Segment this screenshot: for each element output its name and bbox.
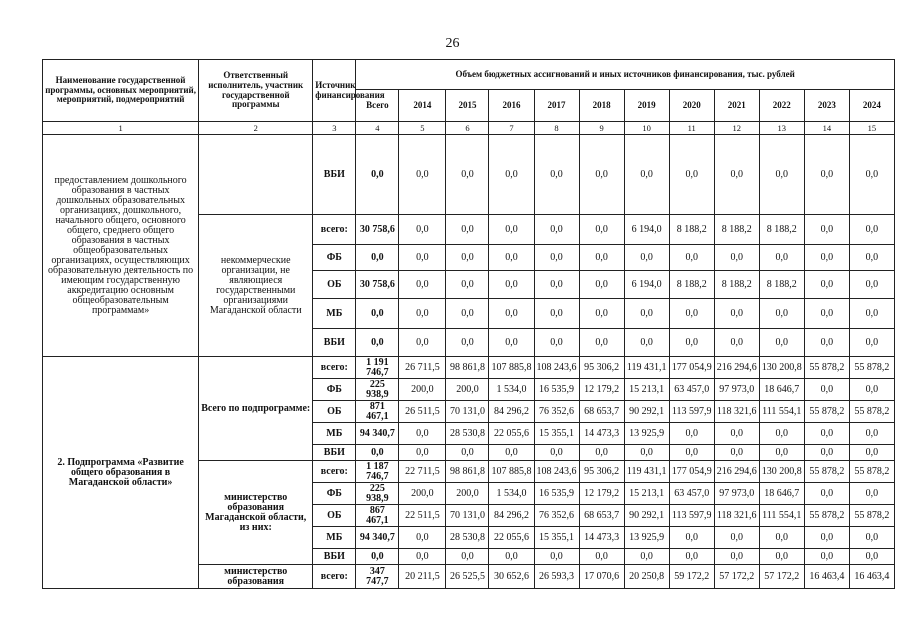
value-cell: 0,0 (669, 299, 714, 329)
value-cell: 0,0 (759, 245, 804, 271)
table-row (43, 135, 895, 215)
value-cell: 0,0 (849, 379, 894, 401)
value-cell: 55 878,2 (804, 461, 849, 483)
source-label: всего: (313, 461, 356, 483)
value-cell: 15 213,1 (624, 483, 669, 505)
value-cell: 0,0 (669, 245, 714, 271)
value-cell: 22 711,5 (399, 461, 446, 483)
value-cell: 0,0 (446, 215, 489, 245)
value-cell: 0,0 (759, 445, 804, 461)
value-cell: 0,0 (669, 549, 714, 565)
value-cell: 0,0 (399, 527, 446, 549)
value-cell: 347 747,7 (356, 565, 399, 589)
value-cell: 55 878,2 (804, 401, 849, 423)
value-cell: 8 188,2 (759, 215, 804, 245)
value-cell: 55 878,2 (849, 505, 894, 527)
value-cell: 0,0 (759, 527, 804, 549)
value-cell: 76 352,6 (534, 505, 579, 527)
source-label: МБ (313, 299, 356, 329)
value-cell: 0,0 (804, 379, 849, 401)
value-cell: 55 878,2 (804, 505, 849, 527)
value-cell: 0,0 (804, 423, 849, 445)
value-cell: 200,0 (399, 379, 446, 401)
value-cell: 70 131,0 (446, 401, 489, 423)
value-cell: 0,0 (669, 329, 714, 357)
column-number: 10 (624, 122, 669, 135)
value-cell: 0,0 (399, 329, 446, 357)
value-cell: 0,0 (849, 423, 894, 445)
value-cell: 0,0 (534, 271, 579, 299)
header-source: Источник финансирования (313, 60, 356, 122)
value-cell: 0,0 (489, 135, 534, 215)
value-cell: 108 243,6 (534, 357, 579, 379)
source-label: ВБИ (313, 329, 356, 357)
column-number: 4 (356, 122, 399, 135)
value-cell: 0,0 (356, 299, 399, 329)
value-cell: 0,0 (804, 271, 849, 299)
value-cell: 0,0 (849, 271, 894, 299)
value-cell: 0,0 (489, 271, 534, 299)
value-cell: 0,0 (714, 445, 759, 461)
source-label: ВБИ (313, 135, 356, 215)
value-cell: 0,0 (489, 245, 534, 271)
responsible-executor: Всего по подпрограмме: (199, 357, 313, 461)
header-year-2: 2015 (446, 90, 489, 122)
value-cell: 177 054,9 (669, 357, 714, 379)
value-cell: 8 188,2 (714, 271, 759, 299)
value-cell: 0,0 (579, 215, 624, 245)
value-cell: 0,0 (624, 549, 669, 565)
header-year-8: 2021 (714, 90, 759, 122)
value-cell: 216 294,6 (714, 357, 759, 379)
column-number: 13 (759, 122, 804, 135)
value-cell: 225 938,9 (356, 483, 399, 505)
value-cell: 0,0 (399, 299, 446, 329)
column-number: 3 (313, 122, 356, 135)
value-cell: 0,0 (534, 135, 579, 215)
value-cell: 6 194,0 (624, 215, 669, 245)
source-label: всего: (313, 215, 356, 245)
value-cell: 55 878,2 (849, 401, 894, 423)
value-cell: 119 431,1 (624, 357, 669, 379)
value-cell: 0,0 (669, 423, 714, 445)
value-cell: 0,0 (489, 549, 534, 565)
value-cell: 0,0 (849, 215, 894, 245)
value-cell: 26 711,5 (399, 357, 446, 379)
value-cell: 0,0 (849, 527, 894, 549)
value-cell: 55 878,2 (849, 357, 894, 379)
value-cell: 15 213,1 (624, 379, 669, 401)
value-cell: 0,0 (804, 527, 849, 549)
value-cell: 118 321,6 (714, 505, 759, 527)
value-cell: 6 194,0 (624, 271, 669, 299)
value-cell: 15 355,1 (534, 423, 579, 445)
value-cell: 95 306,2 (579, 357, 624, 379)
table-row (43, 357, 895, 379)
value-cell: 0,0 (759, 135, 804, 215)
value-cell: 1 534,0 (489, 483, 534, 505)
value-cell: 68 653,7 (579, 401, 624, 423)
source-label: ФБ (313, 245, 356, 271)
value-cell: 97 973,0 (714, 483, 759, 505)
value-cell: 1 534,0 (489, 379, 534, 401)
value-cell: 107 885,8 (489, 357, 534, 379)
value-cell: 8 188,2 (669, 271, 714, 299)
value-cell: 0,0 (579, 245, 624, 271)
value-cell: 0,0 (446, 245, 489, 271)
value-cell: 8 188,2 (669, 215, 714, 245)
responsible-executor: министерство образования Магаданской области, из них: (199, 461, 313, 565)
value-cell: 0,0 (446, 135, 489, 215)
value-cell: 59 172,2 (669, 565, 714, 589)
value-cell: 0,0 (849, 445, 894, 461)
source-label: ОБ (313, 505, 356, 527)
source-label: всего: (313, 357, 356, 379)
responsible-executor: некоммерческие организации, не являющиеся государственными организациями Магаданской области (199, 215, 313, 357)
value-cell: 0,0 (714, 329, 759, 357)
value-cell: 225 938,9 (356, 379, 399, 401)
value-cell: 0,0 (356, 445, 399, 461)
value-cell: 0,0 (624, 135, 669, 215)
value-cell: 0,0 (669, 135, 714, 215)
value-cell: 0,0 (534, 329, 579, 357)
value-cell: 13 925,9 (624, 423, 669, 445)
value-cell: 0,0 (714, 135, 759, 215)
value-cell: 26 525,5 (446, 565, 489, 589)
value-cell: 0,0 (399, 215, 446, 245)
value-cell: 0,0 (804, 549, 849, 565)
source-label: ОБ (313, 271, 356, 299)
value-cell: 0,0 (399, 445, 446, 461)
subprogram-name: 2. Подпрограмма «Развитие общего образования в Магаданской области» (43, 357, 199, 589)
page-number: 26 (445, 36, 460, 51)
value-cell: 94 340,7 (356, 527, 399, 549)
value-cell: 177 054,9 (669, 461, 714, 483)
value-cell: 0,0 (804, 483, 849, 505)
value-cell: 84 296,2 (489, 505, 534, 527)
value-cell: 63 457,0 (669, 483, 714, 505)
source-label: ФБ (313, 379, 356, 401)
value-cell: 63 457,0 (669, 379, 714, 401)
value-cell: 0,0 (534, 299, 579, 329)
value-cell: 0,0 (759, 329, 804, 357)
value-cell: 90 292,1 (624, 401, 669, 423)
value-cell: 0,0 (399, 549, 446, 565)
responsible-empty (199, 135, 313, 215)
value-cell: 0,0 (446, 549, 489, 565)
value-cell: 0,0 (849, 135, 894, 215)
header-funding-volume: Объем бюджетных ассигнований и иных источников финансирования, тыс. рублей (356, 60, 895, 90)
value-cell: 0,0 (579, 549, 624, 565)
value-cell: 0,0 (356, 329, 399, 357)
column-number: 7 (489, 122, 534, 135)
value-cell: 0,0 (714, 299, 759, 329)
value-cell: 119 431,1 (624, 461, 669, 483)
value-cell: 0,0 (714, 527, 759, 549)
value-cell: 0,0 (534, 549, 579, 565)
value-cell: 20 250,8 (624, 565, 669, 589)
header-year-1: 2014 (399, 90, 446, 122)
value-cell: 95 306,2 (579, 461, 624, 483)
value-cell: 0,0 (714, 423, 759, 445)
value-cell: 28 530,8 (446, 423, 489, 445)
source-label: всего: (313, 565, 356, 589)
source-label: ВБИ (313, 549, 356, 565)
value-cell: 113 597,9 (669, 505, 714, 527)
value-cell: 28 530,8 (446, 527, 489, 549)
value-cell: 16 463,4 (804, 565, 849, 589)
value-cell: 14 473,3 (579, 423, 624, 445)
value-cell: 0,0 (399, 245, 446, 271)
value-cell: 26 593,3 (534, 565, 579, 589)
value-cell: 1 187 746,7 (356, 461, 399, 483)
value-cell: 0,0 (356, 135, 399, 215)
header-year-7: 2020 (669, 90, 714, 122)
column-number: 14 (804, 122, 849, 135)
value-cell: 0,0 (669, 445, 714, 461)
value-cell: 0,0 (804, 445, 849, 461)
value-cell: 70 131,0 (446, 505, 489, 527)
value-cell: 55 878,2 (849, 461, 894, 483)
value-cell: 0,0 (579, 135, 624, 215)
value-cell: 97 973,0 (714, 379, 759, 401)
value-cell: 0,0 (534, 445, 579, 461)
value-cell: 111 554,1 (759, 505, 804, 527)
value-cell: 1 191 746,7 (356, 357, 399, 379)
header-year-3: 2016 (489, 90, 534, 122)
value-cell: 0,0 (624, 245, 669, 271)
source-label: ФБ (313, 483, 356, 505)
value-cell: 17 070,6 (579, 565, 624, 589)
value-cell: 118 321,6 (714, 401, 759, 423)
value-cell: 130 200,8 (759, 461, 804, 483)
value-cell: 871 467,1 (356, 401, 399, 423)
value-cell: 16 535,9 (534, 379, 579, 401)
value-cell: 0,0 (579, 271, 624, 299)
source-label: ОБ (313, 401, 356, 423)
value-cell: 0,0 (399, 135, 446, 215)
column-number: 2 (199, 122, 313, 135)
responsible-executor: министерство образования (199, 565, 313, 589)
value-cell: 76 352,6 (534, 401, 579, 423)
value-cell: 55 878,2 (804, 357, 849, 379)
value-cell: 0,0 (446, 299, 489, 329)
value-cell: 0,0 (804, 329, 849, 357)
value-cell: 98 861,8 (446, 461, 489, 483)
value-cell: 0,0 (579, 329, 624, 357)
source-label: ВБИ (313, 445, 356, 461)
value-cell: 14 473,3 (579, 527, 624, 549)
value-cell: 200,0 (446, 379, 489, 401)
value-cell: 0,0 (669, 527, 714, 549)
value-cell: 15 355,1 (534, 527, 579, 549)
value-cell: 867 467,1 (356, 505, 399, 527)
value-cell: 0,0 (624, 329, 669, 357)
measure-description: предоставлением дошкольного образования в частных дошкольных образовательных организациях, дошкольного, начального общего, основного общего, среднего общего образования в частных общеобразовательных организациях, осуществляющих образовательную деятельность по имеющим государственную аккредитацию основным общеобразовательным программам» (43, 135, 199, 357)
value-cell: 0,0 (489, 445, 534, 461)
header-year-0: Всего (356, 90, 399, 122)
value-cell: 0,0 (759, 299, 804, 329)
column-number: 6 (446, 122, 489, 135)
value-cell: 0,0 (356, 549, 399, 565)
value-cell: 84 296,2 (489, 401, 534, 423)
value-cell: 130 200,8 (759, 357, 804, 379)
source-label: МБ (313, 527, 356, 549)
value-cell: 13 925,9 (624, 527, 669, 549)
value-cell: 0,0 (804, 299, 849, 329)
value-cell: 0,0 (624, 445, 669, 461)
value-cell: 12 179,2 (579, 483, 624, 505)
value-cell: 98 861,8 (446, 357, 489, 379)
value-cell: 26 511,5 (399, 401, 446, 423)
value-cell: 0,0 (489, 215, 534, 245)
value-cell: 0,0 (624, 299, 669, 329)
value-cell: 0,0 (804, 135, 849, 215)
header-year-10: 2023 (804, 90, 849, 122)
value-cell: 30 758,6 (356, 215, 399, 245)
value-cell: 16 535,9 (534, 483, 579, 505)
value-cell: 30 758,6 (356, 271, 399, 299)
value-cell: 0,0 (579, 445, 624, 461)
header-year-4: 2017 (534, 90, 579, 122)
value-cell: 0,0 (534, 215, 579, 245)
value-cell: 8 188,2 (759, 271, 804, 299)
value-cell: 107 885,8 (489, 461, 534, 483)
value-cell: 0,0 (356, 245, 399, 271)
value-cell: 22 511,5 (399, 505, 446, 527)
column-number: 11 (669, 122, 714, 135)
value-cell: 18 646,7 (759, 379, 804, 401)
header-year-5: 2018 (579, 90, 624, 122)
value-cell: 0,0 (804, 245, 849, 271)
value-cell: 30 652,6 (489, 565, 534, 589)
column-number: 15 (849, 122, 894, 135)
column-number: 8 (534, 122, 579, 135)
value-cell: 8 188,2 (714, 215, 759, 245)
value-cell: 0,0 (446, 271, 489, 299)
value-cell: 200,0 (399, 483, 446, 505)
value-cell: 0,0 (446, 445, 489, 461)
value-cell: 0,0 (534, 245, 579, 271)
value-cell: 0,0 (849, 245, 894, 271)
budget-table (42, 59, 895, 589)
source-label: МБ (313, 423, 356, 445)
value-cell: 0,0 (489, 299, 534, 329)
value-cell: 68 653,7 (579, 505, 624, 527)
value-cell: 0,0 (759, 423, 804, 445)
value-cell: 57 172,2 (714, 565, 759, 589)
value-cell: 57 172,2 (759, 565, 804, 589)
value-cell: 0,0 (849, 549, 894, 565)
value-cell: 0,0 (446, 329, 489, 357)
value-cell: 20 211,5 (399, 565, 446, 589)
column-number: 12 (714, 122, 759, 135)
value-cell: 0,0 (399, 271, 446, 299)
value-cell: 111 554,1 (759, 401, 804, 423)
value-cell: 0,0 (804, 215, 849, 245)
header-year-9: 2022 (759, 90, 804, 122)
column-number: 9 (579, 122, 624, 135)
value-cell: 90 292,1 (624, 505, 669, 527)
value-cell: 0,0 (714, 245, 759, 271)
value-cell: 12 179,2 (579, 379, 624, 401)
value-cell: 0,0 (849, 483, 894, 505)
value-cell: 216 294,6 (714, 461, 759, 483)
header-name: Наименование государственной программы, основных мероприятий, мероприятий, подмероприятий (43, 60, 199, 122)
value-cell: 0,0 (849, 299, 894, 329)
value-cell: 0,0 (489, 329, 534, 357)
value-cell: 22 055,6 (489, 423, 534, 445)
value-cell: 200,0 (446, 483, 489, 505)
value-cell: 108 243,6 (534, 461, 579, 483)
value-cell: 113 597,9 (669, 401, 714, 423)
value-cell: 0,0 (399, 423, 446, 445)
value-cell: 0,0 (849, 329, 894, 357)
value-cell: 0,0 (579, 299, 624, 329)
value-cell: 16 463,4 (849, 565, 894, 589)
header-year-6: 2019 (624, 90, 669, 122)
value-cell: 18 646,7 (759, 483, 804, 505)
header-year-11: 2024 (849, 90, 894, 122)
header-responsible: Ответственный исполнитель, участник государственной программы (199, 60, 313, 122)
value-cell: 0,0 (714, 549, 759, 565)
value-cell: 94 340,7 (356, 423, 399, 445)
value-cell: 22 055,6 (489, 527, 534, 549)
column-number: 5 (399, 122, 446, 135)
column-number: 1 (43, 122, 199, 135)
value-cell: 0,0 (759, 549, 804, 565)
